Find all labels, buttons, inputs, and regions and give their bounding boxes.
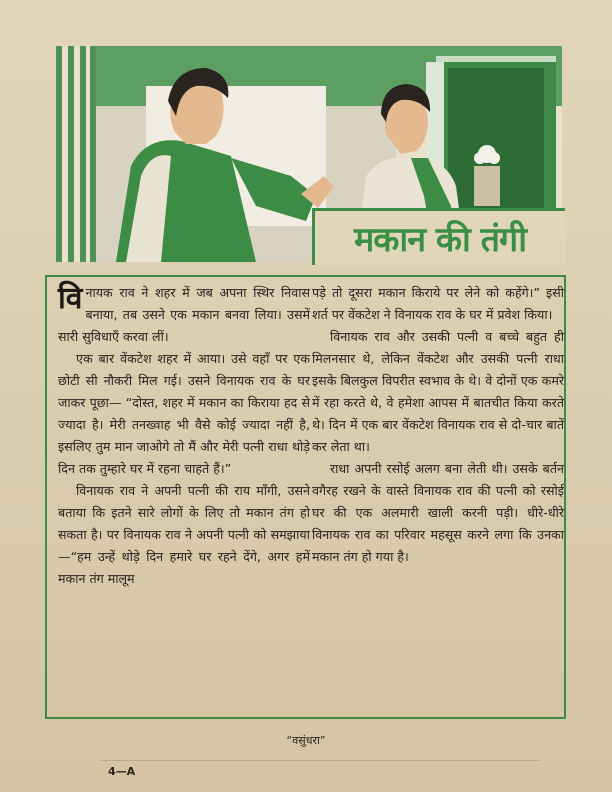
dropcap: वि — [58, 281, 83, 316]
magazine-name: “वसुंधरा” — [286, 734, 326, 747]
paragraph-text: नायक राव ने शहर में जब अपना स्थिर निवास बनाया, तब उसने एक मकान बनवा लिया। उसमें सारी सुविधाएँ करवा लीं। — [58, 285, 310, 344]
right-column — [312, 282, 564, 568]
left-column — [58, 282, 310, 590]
story-title: मकान की तंगी — [353, 220, 527, 260]
paragraph: राधा अपनी रसोई अलग बना लेती थी। उसके बर्तन वगैरह रखने के वास्ते विनायक राव की पत्नी को रसोई घर की एक अलमारी खाली करनी पड़ी। धीरे-धीरे विनायक राव का परिवार महसूस करने लगा कि उनका मकान तंग हो गया है। — [312, 461, 564, 564]
paragraph: एक बार वेंकटेश शहर में आया। उसे वहाँ पर एक छोटी सी नौकरी मिल गई। उसने विनायक राव के घर जाकर पूछा— “दोस्त, शहर में मकान का किराया हद से ज्यादा है। मेरी तनख्वाह भी वैसे कोई ज्यादा नहीं है, इसलिए तुम मान जाओगे तो मैं और मेरी पत्नी राधा थोड़े दिन तक तुम्हारे घर में रहना चाहते हैं।” — [58, 351, 310, 476]
paragraph: विनायक राव और उसकी पत्नी व बच्चे बहुत ही मिलनसार थे, लेकिन वेंकटेश और उसकी पत्नी राधा इसके बिलकुल विपरीत स्वभाव के थे। वे दोनों एक कमरे में रहा करते थे, वे हमेशा आपस में बातचीत किया करते थे। दिन में एक बार वेंकटेश विनायक राव से दो-चार बातें कर लेता था। — [312, 329, 564, 454]
paragraph — [58, 282, 310, 348]
paragraph: पड़े तो दूसरा मकान किराये पर लेने को कहेंगे।” इसी शर्त पर वेंकटेश ने विनायक राव के घर में प्रवेश किया। — [312, 285, 564, 322]
story-title-box — [312, 208, 565, 265]
paragraph: विनायक राव ने अपनी पत्नी की राय माँगी, उसने बताया कि इतने सारे लोगों के लिए तो मकान तंग हो सकता है। पर विनायक राव ने अपनी पत्नी को समझाया—“हम उन्हें थोड़े दिन हमारे घर रहने देंगे, अगर हमें मकान तंग मालूम — [58, 483, 310, 586]
footer-divider — [100, 760, 540, 761]
page-number: 4—A — [108, 765, 136, 778]
